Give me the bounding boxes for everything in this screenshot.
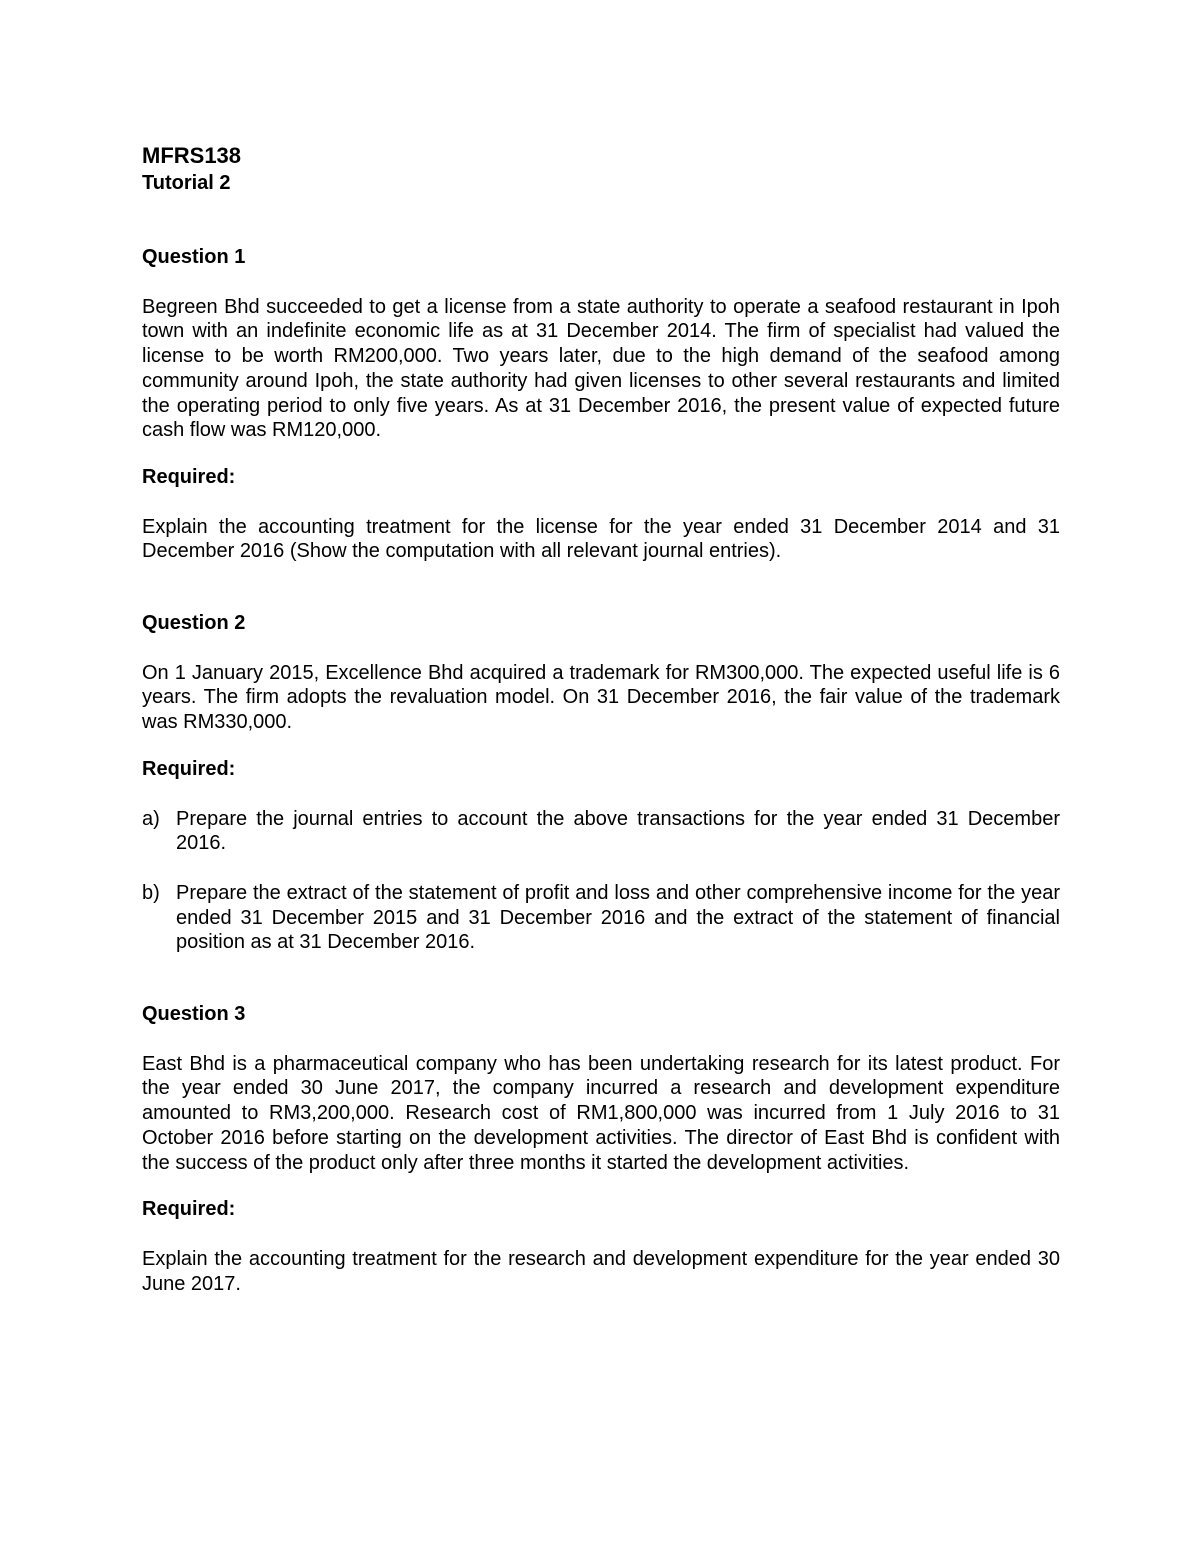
list-item-text: Prepare the journal entries to account the above transactions for the year ended 31 December 2016. [176,807,1060,855]
document-title: MFRS138 [142,143,242,168]
question-2-body: On 1 January 2015, Excellence Bhd acquired a trademark for RM300,000. The expected useful life is 6 years. The firm adopts the revaluation model. On 31 December 2016, the fair value of the trademark was RM330,000. [142,661,1060,734]
list-item-marker: b) [142,881,160,904]
list-item [142,807,1060,856]
list-item-text: Prepare the extract of the statement of profit and loss and other comprehensive income for the year ended 31 December 2015 and 31 December 2016 and the extract of the statement of financial position as at 31 December 2016. [176,881,1060,954]
question-2-heading: Question 2 [142,612,246,635]
document-page [142,143,1060,1296]
question-3 [142,1002,1060,1296]
document-subtitle: Tutorial 2 [142,172,231,194]
list-item [142,881,1060,955]
question-1-body: Begreen Bhd succeeded to get a license from a state authority to operate a seafood restaurant in Ipoh town with an indefinite economic life as at 31 December 2014. The firm of specialist had valued the license to be worth RM200,000. Two years later, due to the high demand of the seafood among community around Ipoh, the state authority had given licenses to other several restaurants and limited the operating period to only five years. As at 31 December 2016, the present value of expected future cash flow was RM120,000. [142,295,1060,442]
question-2 [142,611,1060,955]
question-3-required-text: Explain the accounting treatment for the research and development expenditure for the year ended 30 June 2017. [142,1247,1060,1295]
question-3-required-label: Required: [142,1198,236,1221]
list-item-marker: a) [142,807,160,830]
question-3-body: East Bhd is a pharmaceutical company who has been undertaking research for its latest product. For the year ended 30 June 2017, the company incurred a research and development expenditure amounted to RM3,200,000. Research cost of RM1,800,000 was incurred from 1 July 2016 to 31 October 2016 before starting on the development activities. The director of East Bhd is confident with the success of the product only after three months it started the development activities. [142,1052,1060,1174]
question-3-heading: Question 3 [142,1003,246,1026]
question-2-required-label: Required: [142,757,236,780]
question-1 [142,245,1060,564]
question-1-heading: Question 1 [142,246,246,268]
question-1-required-text: Explain the accounting treatment for the license for the year ended 31 December 2014 and 31 December 2016 (Show the computation with all relevant journal entries). [142,515,1060,563]
question-2-required-list [142,807,1060,956]
question-1-required-label: Required: [142,465,236,488]
